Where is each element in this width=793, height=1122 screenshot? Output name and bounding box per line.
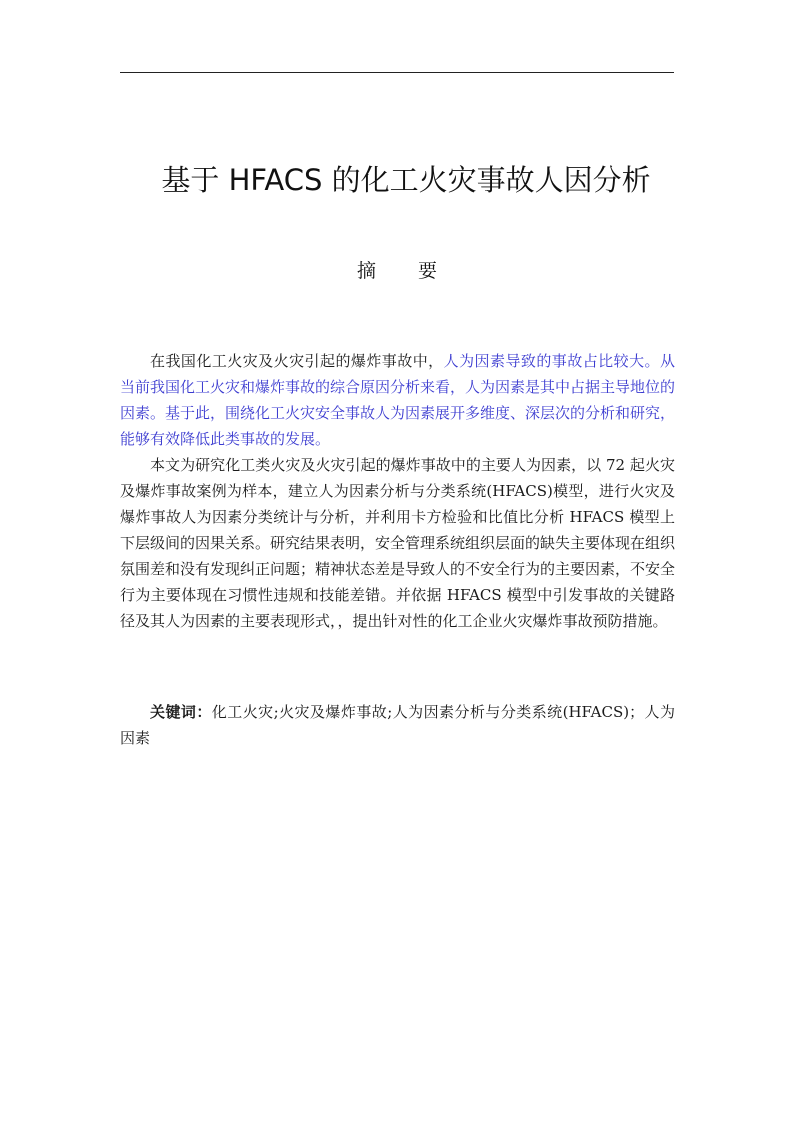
keywords-text: 化工火灾;火灾及爆炸事故;人为因素分析与分类系统(HFACS)；人为因素 bbox=[120, 703, 675, 747]
keywords-line bbox=[120, 699, 675, 751]
document-title: 基于 HFACS 的化工火灾事故人因分析 bbox=[161, 163, 651, 197]
abstract-paragraph-2: 本文为研究化工类火灾及火灾引起的爆炸事故中的主要人为因素，以 72 起火灾及爆炸事故案例为样本，建立人为因素分析与分类系统(HFACS)模型，进行火灾及爆炸事故人为因素分类统计与分析，并利用卡方检验和比值比分析 HFACS 模型上下层级间的因果关系。研究结果表明，安全管理系统组织层面的缺失主要体现在组织氛围差和没有发现纠正问题；精神状态差是导致人的不安全行为的主要因素，不安全行为主要体现在习惯性违规和技能差错。并依据 HFACS 模型中引发事故的关键路径及其人为因素的主要表现形式，，提出针对性的化工企业火灾爆炸事故预防措施。 bbox=[120, 456, 676, 630]
header-rule bbox=[120, 72, 674, 73]
abstract-heading: 摘 要 bbox=[356, 260, 456, 282]
paragraph-1-highlight: 人为因素导致的事故占比较大。从当前我国化工火灾和爆炸事故的综合原因分析来看，人为因素是其中占据主导地位的因素。基于此，围绕化工火灾安全事故人为因素展开多维度、深层次的分析和研究，能够有效降低此类事故的发展。 bbox=[120, 352, 676, 448]
keywords-label: 关键词： bbox=[150, 703, 212, 721]
paragraph-1-lead: 在我国化工火灾及火灾引起的爆炸事故中， bbox=[150, 352, 444, 370]
abstract-body bbox=[120, 348, 675, 634]
abstract-paragraph-1 bbox=[120, 348, 675, 452]
